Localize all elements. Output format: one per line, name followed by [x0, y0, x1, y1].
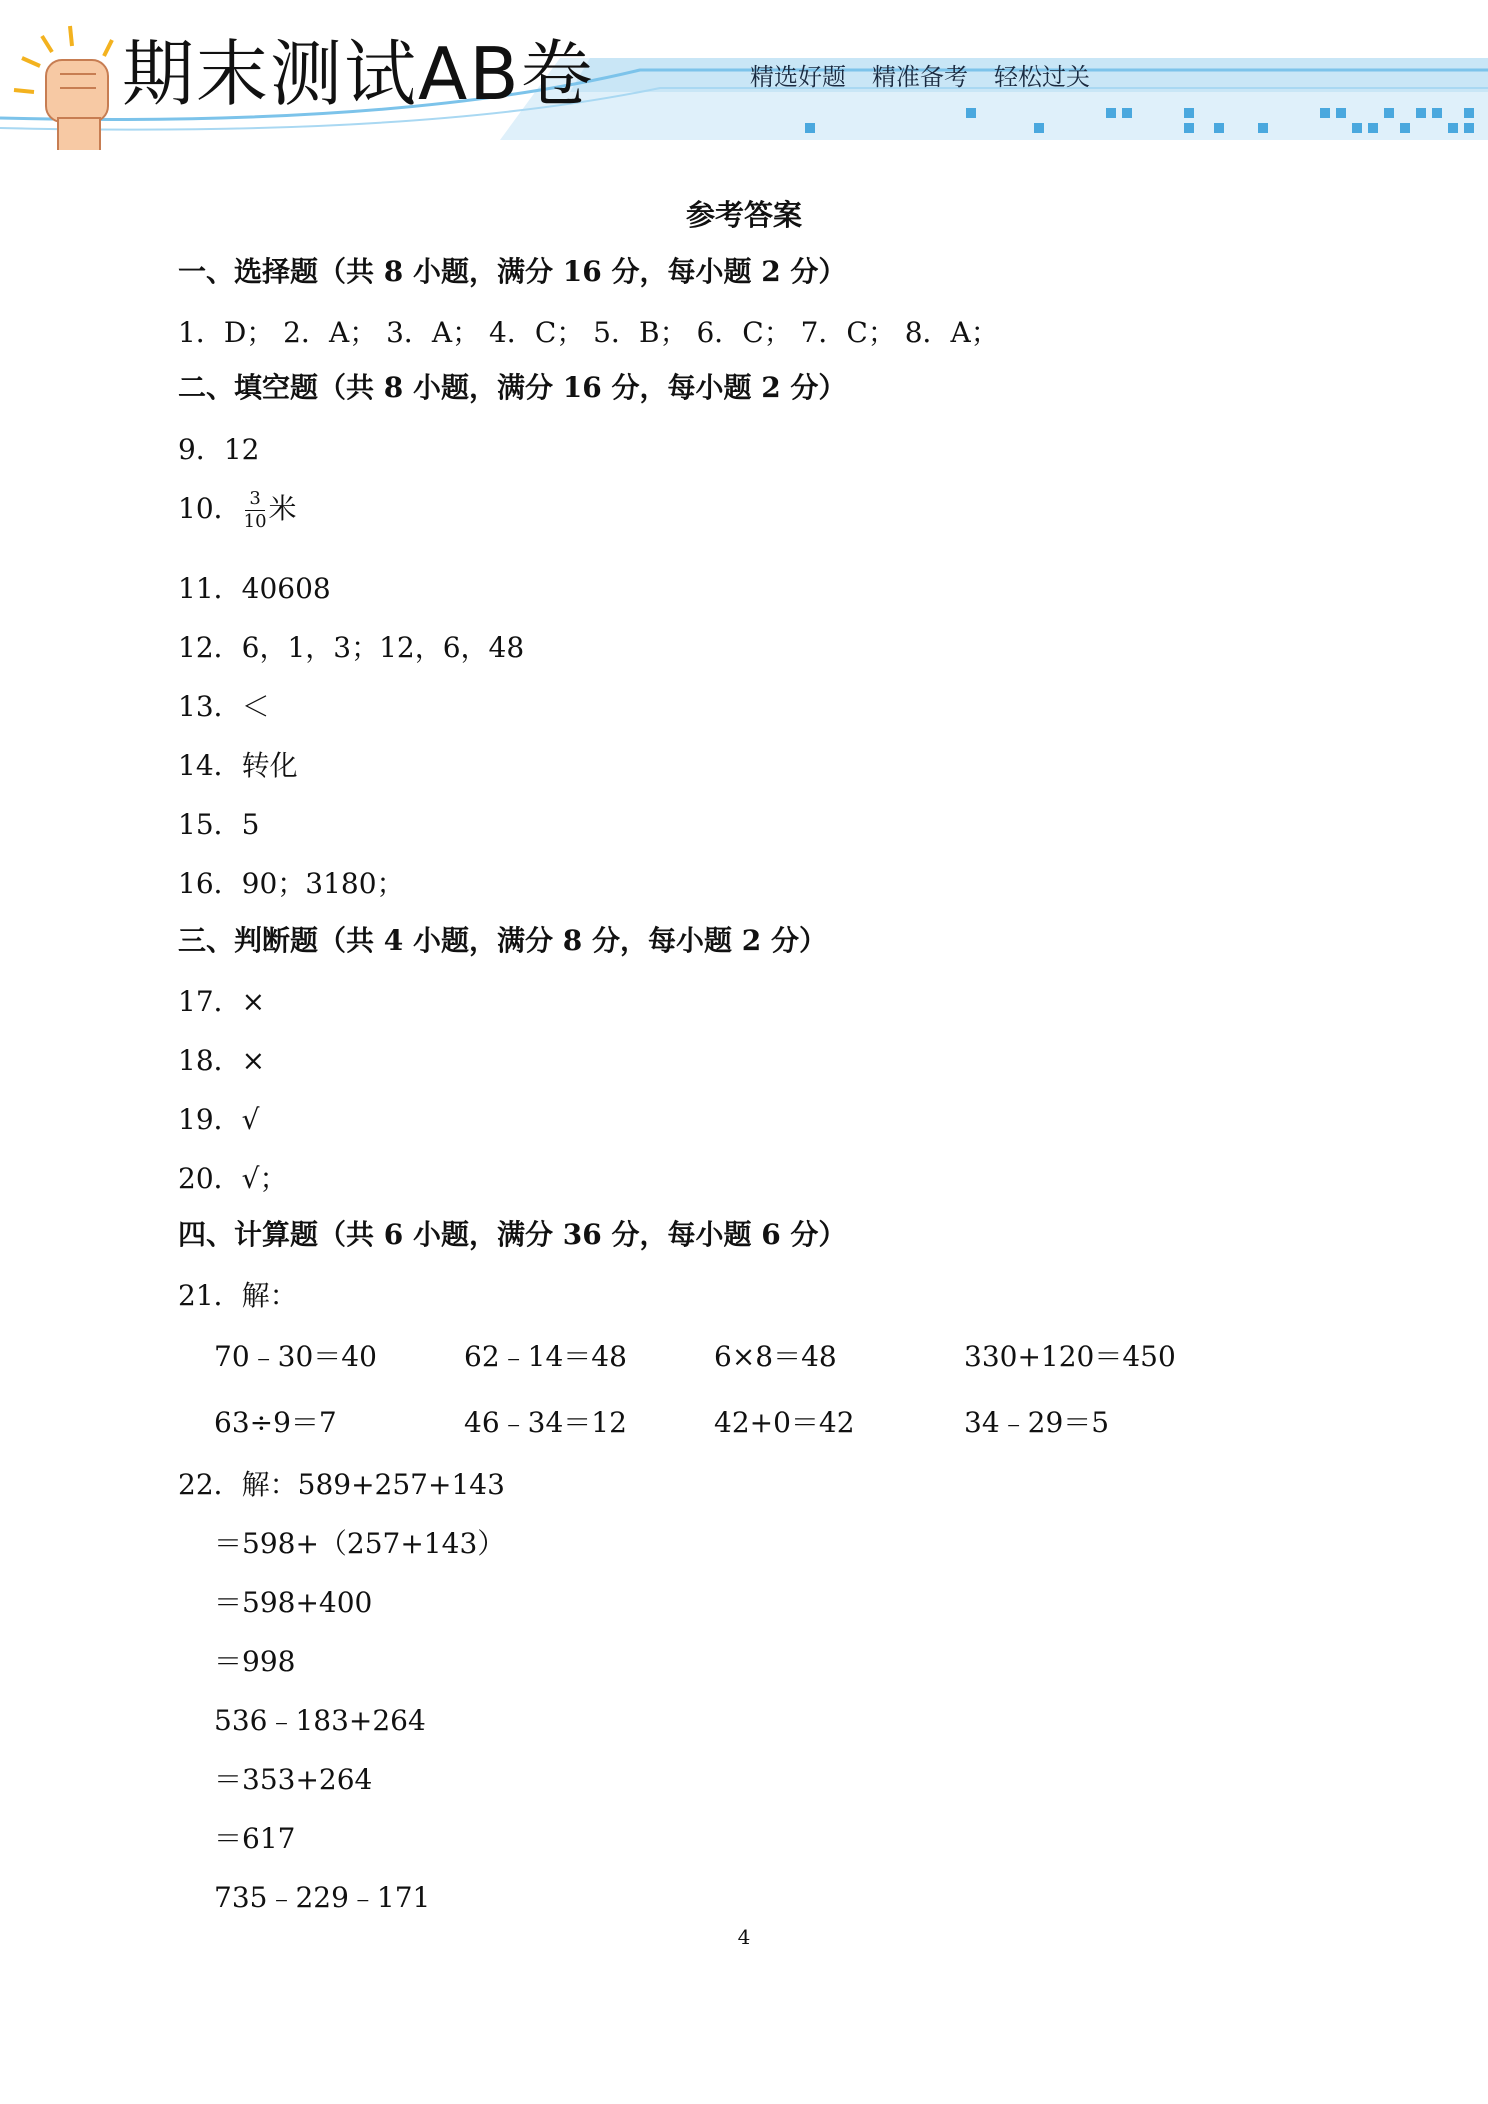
slogan-2: 精准备考 — [872, 63, 968, 91]
answer-q10-label: 10． — [178, 492, 242, 525]
calc-cell: 330+120＝450 — [964, 1340, 1176, 1373]
calc-step: ＝353+264 — [214, 1763, 373, 1796]
answer-q10 — [178, 487, 297, 531]
document-title: 参考答案 — [685, 198, 802, 232]
fraction-numerator: 3 — [245, 490, 264, 511]
calc-step: ＝617 — [214, 1822, 296, 1855]
answer-q17: 17．× — [178, 985, 266, 1018]
answer-q12: 12．6，1，3；12，6，48 — [178, 631, 525, 664]
choice-answers: 1．D； 2．A； 3．A； 4．C； 5．B； 6．C； 7．C； 8．A； — [178, 316, 999, 349]
calc-cell: 46﹣34＝12 — [464, 1406, 627, 1439]
calc-step: ＝998 — [214, 1645, 296, 1678]
fraction — [244, 490, 267, 531]
calc-step: 536﹣183+264 — [214, 1704, 426, 1737]
answer-q19: 19．√ — [178, 1103, 260, 1136]
section-heading-choice: 一、选择题（共 8 小题，满分 16 分，每小题 2 分） — [178, 255, 847, 288]
calc-step: ＝598+（257+143） — [214, 1527, 506, 1560]
answer-q20: 20．√； — [178, 1162, 288, 1195]
fraction-denominator: 10 — [243, 511, 267, 532]
answer-q21-label: 21．解： — [178, 1279, 298, 1312]
section-heading-fill: 二、填空题（共 8 小题，满分 16 分，每小题 2 分） — [178, 371, 847, 404]
section-heading-calc: 四、计算题（共 6 小题，满分 36 分，每小题 6 分） — [178, 1218, 847, 1251]
fist-icon — [14, 26, 112, 150]
page-number: 4 — [737, 1925, 751, 1949]
answer-q13: 13．＜ — [178, 690, 270, 723]
answer-q14: 14．转化 — [178, 749, 298, 782]
unit-text: 米 — [268, 492, 297, 525]
calc-cell: 6×8＝48 — [714, 1340, 837, 1373]
calc-cell: 63÷9＝7 — [214, 1406, 337, 1439]
brand-title: 期末测试AB卷 — [122, 32, 595, 116]
answer-q11: 11．40608 — [178, 572, 331, 605]
answer-q9: 9．12 — [178, 433, 260, 466]
answer-q15: 15．5 — [178, 808, 260, 841]
header-banner — [0, 0, 1488, 150]
calc-cell: 34﹣29＝5 — [964, 1406, 1110, 1439]
answer-q22-label: 22．解：589+257+143 — [178, 1468, 505, 1501]
answer-q18: 18．× — [178, 1044, 266, 1077]
calc-step: ＝598+400 — [214, 1586, 373, 1619]
calc-cell: 42+0＝42 — [714, 1406, 855, 1439]
calc-cell: 70﹣30＝40 — [214, 1340, 377, 1373]
calc-step: 735﹣229﹣171 — [214, 1881, 431, 1914]
slogan-3: 轻松过关 — [994, 63, 1090, 91]
slogan-group — [750, 57, 1090, 92]
slogan-1: 精选好题 — [750, 63, 846, 91]
section-heading-judge: 三、判断题（共 4 小题，满分 8 分，每小题 2 分） — [178, 924, 827, 957]
answer-q16: 16．90；3180； — [178, 867, 405, 900]
calc-cell: 62﹣14＝48 — [464, 1340, 627, 1373]
